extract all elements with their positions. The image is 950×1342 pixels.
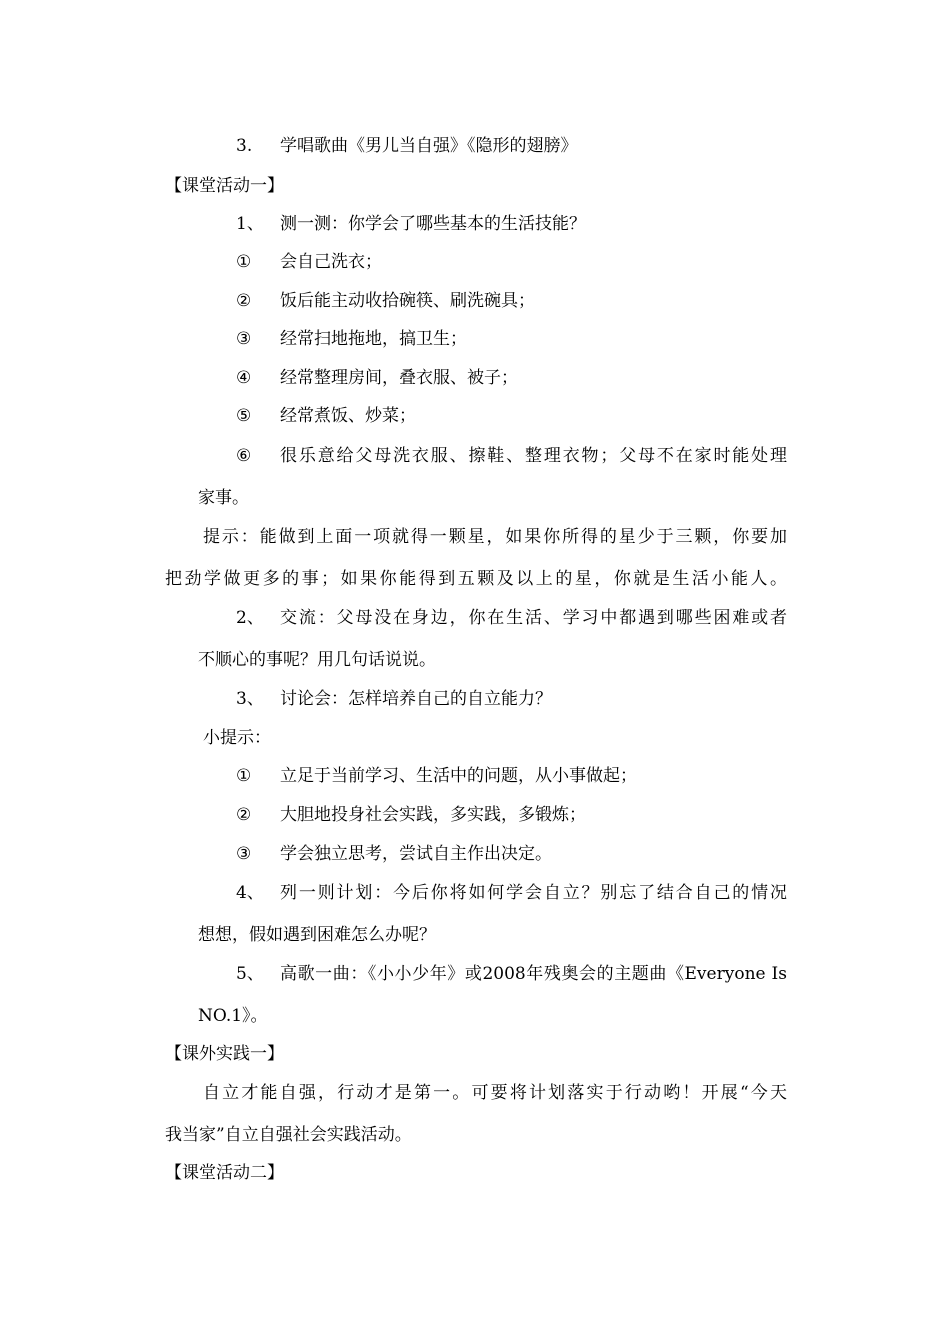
question-number: 2、 bbox=[236, 608, 264, 628]
list-item: 学会独立思考，尝试自主作出决定。 bbox=[280, 844, 552, 864]
list-item: 很乐意给父母洗衣服、擦鞋、整理衣物；父母不在家时能处理 bbox=[280, 446, 787, 466]
question-continuation: NO.1》。 bbox=[198, 1006, 268, 1026]
list-marker: ① bbox=[236, 252, 252, 272]
list-item-wrap bbox=[280, 445, 787, 467]
list-item-continuation: 家事。 bbox=[198, 488, 249, 508]
question-continuation: 不顺心的事呢？用几句话说说。 bbox=[198, 650, 436, 670]
list-item: 会自己洗衣； bbox=[280, 252, 382, 272]
section-heading-practice-1: 【课外实践一】 bbox=[165, 1044, 284, 1064]
question-text-wrap bbox=[280, 882, 787, 904]
list-item: 立足于当前学习、生活中的问题，从小事做起； bbox=[280, 766, 637, 786]
list-marker: ① bbox=[236, 766, 252, 786]
item-text: 学唱歌曲《男儿当自强》《隐形的翅膀》 bbox=[280, 136, 578, 156]
list-item: 经常整理房间，叠衣服、被子； bbox=[280, 368, 518, 388]
question-number: 1、 bbox=[236, 214, 264, 234]
question-text: 交流：父母没在身边，你在生活、学习中都遇到哪些困难或者 bbox=[280, 608, 787, 628]
list-marker: ④ bbox=[236, 368, 252, 388]
section-heading-activity-2: 【课堂活动二】 bbox=[165, 1163, 284, 1183]
list-item: 经常煮饭、炒菜； bbox=[280, 406, 416, 426]
practice-line-wrap bbox=[203, 1082, 787, 1104]
question-number: 5、 bbox=[236, 964, 264, 984]
question-text: 讨论会：怎样培养自己的自立能力？ bbox=[280, 689, 552, 709]
question-text: 高歌一曲：《小小少年》或2008年残奥会的主题曲《Everyone Is bbox=[280, 964, 787, 984]
question-text-wrap bbox=[280, 963, 787, 985]
list-marker: ③ bbox=[236, 329, 252, 349]
hint-line-2: 把劲学做更多的事；如果你能得到五颗及以上的星，你就是生活小能人。 bbox=[165, 569, 787, 589]
list-marker: ③ bbox=[236, 844, 252, 864]
section-heading-activity-1: 【课堂活动一】 bbox=[165, 176, 284, 196]
list-marker: ⑥ bbox=[236, 446, 252, 466]
item-number: 3. bbox=[236, 136, 253, 156]
question-text: 测一测：你学会了哪些基本的生活技能？ bbox=[280, 214, 586, 234]
question-number: 4、 bbox=[236, 883, 264, 903]
hint-line-1: 提示：能做到上面一项就得一颗星，如果你所得的星少于三颗，你要加 bbox=[203, 527, 787, 547]
question-continuation: 想想，假如遇到困难怎么办呢？ bbox=[198, 925, 436, 945]
practice-line-1: 自立才能自强，行动才是第一。可要将计划落实于行动哟！开展“今天 bbox=[203, 1083, 787, 1103]
hint-line-wrap bbox=[203, 526, 787, 548]
question-text-wrap bbox=[280, 607, 787, 629]
list-item: 大胆地投身社会实践，多实践，多锻炼； bbox=[280, 805, 586, 825]
list-item: 饭后能主动收拾碗筷、刷洗碗具； bbox=[280, 291, 535, 311]
list-marker: ② bbox=[236, 291, 252, 311]
list-marker: ② bbox=[236, 805, 252, 825]
list-marker: ⑤ bbox=[236, 406, 252, 426]
list-item: 经常扫地拖地，搞卫生； bbox=[280, 329, 467, 349]
question-number: 3、 bbox=[236, 689, 264, 709]
practice-line-2: 我当家”自立自强社会实践活动。 bbox=[165, 1125, 412, 1145]
small-hint-label: 小提示： bbox=[203, 728, 271, 748]
hint-line-2-wrap bbox=[165, 568, 787, 590]
question-text: 列一则计划：今后你将如何学会自立？别忘了结合自己的情况 bbox=[280, 883, 787, 903]
